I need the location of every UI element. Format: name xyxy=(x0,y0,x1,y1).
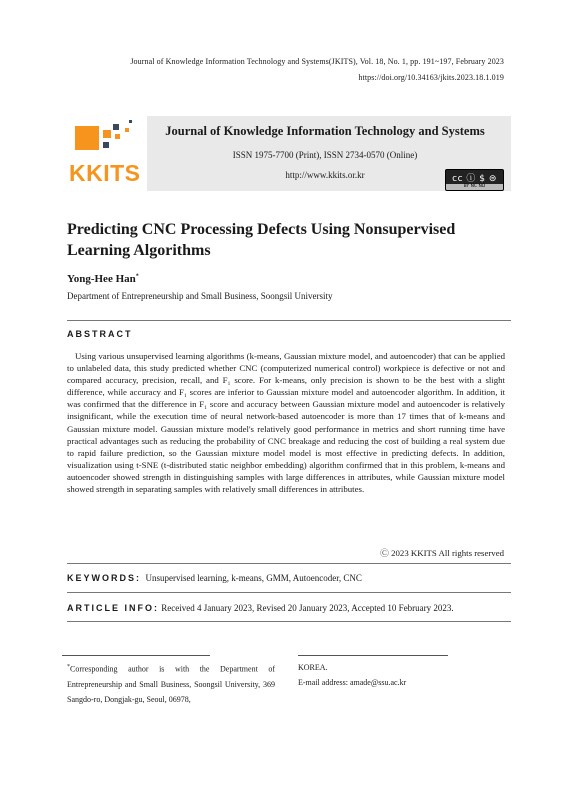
author-name-text: Yong-Hee Han xyxy=(67,273,136,285)
keywords-label: KEYWORDS: xyxy=(67,573,141,583)
keywords xyxy=(67,573,362,583)
doi-link[interactable]: https://doi.org/10.34163/jkits.2023.18.1.019 xyxy=(358,73,504,82)
author-mark: * xyxy=(135,273,139,280)
footnote-left xyxy=(67,660,275,708)
footnote-country: KOREA. xyxy=(298,663,328,672)
journal-citation: Journal of Knowledge Information Technology and Systems(JKITS), Vol. 18, No. 1, pp. 191~197, February 2023 xyxy=(130,57,504,66)
abstract-heading: ABSTRACT xyxy=(67,329,133,339)
copyright: Ⓒ 2023 KKITS All rights reserved xyxy=(380,548,504,558)
divider xyxy=(67,563,511,564)
cc-label: BY NC ND xyxy=(446,184,503,190)
cc-icons: cc ⓘ $ ⊜ xyxy=(452,174,497,184)
author-name xyxy=(67,273,139,285)
paper-title: Predicting CNC Processing Defects Using Nonsupervised Learning Algorithms xyxy=(67,221,456,259)
divider xyxy=(67,621,511,622)
issn: ISSN 1975-7700 (Print), ISSN 2734-0570 (Online) xyxy=(232,150,418,160)
cc-license-icon[interactable] xyxy=(445,169,504,191)
footnote-email-line xyxy=(298,675,498,690)
article-info-value: Received 4 January 2023, Revised 20 January 2023, Accepted 10 February 2023. xyxy=(161,603,454,613)
article-info xyxy=(67,603,454,613)
email-label: E-mail address: xyxy=(298,678,348,688)
footnote-text: Corresponding author is with the Department of Entrepreneurship and Small Business, Soongsil University, 369 Sangdo-ro, Dongjak-gu, Seoul, 06978, xyxy=(67,664,275,705)
email-address[interactable]: amade@ssu.ac.kr xyxy=(349,678,407,688)
footnote-right xyxy=(298,660,498,691)
journal-url[interactable]: http://www.kkits.or.kr xyxy=(285,170,365,180)
journal-name: Journal of Knowledge Information Technology and Systems xyxy=(165,124,485,138)
kkits-logo xyxy=(67,116,147,191)
affiliation: Department of Entrepreneurship and Small Business, Soongsil University xyxy=(67,291,333,301)
article-info-label: ARTICLE INFO: xyxy=(67,603,159,613)
footnote-rule xyxy=(298,655,448,656)
logo-text: KKITS xyxy=(69,160,141,186)
keywords-value: Unsupervised learning, k-means, GMM, Autoencoder, CNC xyxy=(145,573,362,583)
divider xyxy=(67,320,511,321)
abstract-body: Using various unsupervised learning algorithms (k-means, Gaussian mixture model, and autoencoder) that can be applied to unlabeled data, this study predicted whether CNC (computerized numerical control) workpiece is defective or not and compared accuracy, precision, recall, and F₁ score. For k-means, only precision is shown to be the best with a slight difference, while accuracy and F₁ scores are inferior to Gaussian mixture model and autoencoder algorithm. In addition, it was confirmed that the difference in F₁ score and accuracy between Gaussian mixture model and autoencoder is relatively insignificant, while the execution time of neural network-based autoencoder is more than 17 times that of k-means and Gaussian mixture model. Gaussian mixture model's relatively good performance in metrics and short running time have practical advantages such as reducing the probability of CNC breakage and reducing the cost of building a real system due to rapid failure prediction, so the Gaussian mixture model model is most effective in predicting defects. In addition, visualization using t-SNE (t-distributed static neighbor embedding) algorithm confirmed that in this problem, k-means and autoencoder showed strength in distinguishing samples with large differences in attributes, while Gaussian mixture model showed strength in separating samples with relatively small differences in attributes. xyxy=(67,351,505,495)
footnote-mark: * xyxy=(67,664,70,670)
footnote-rule xyxy=(62,655,210,656)
divider xyxy=(67,592,511,593)
